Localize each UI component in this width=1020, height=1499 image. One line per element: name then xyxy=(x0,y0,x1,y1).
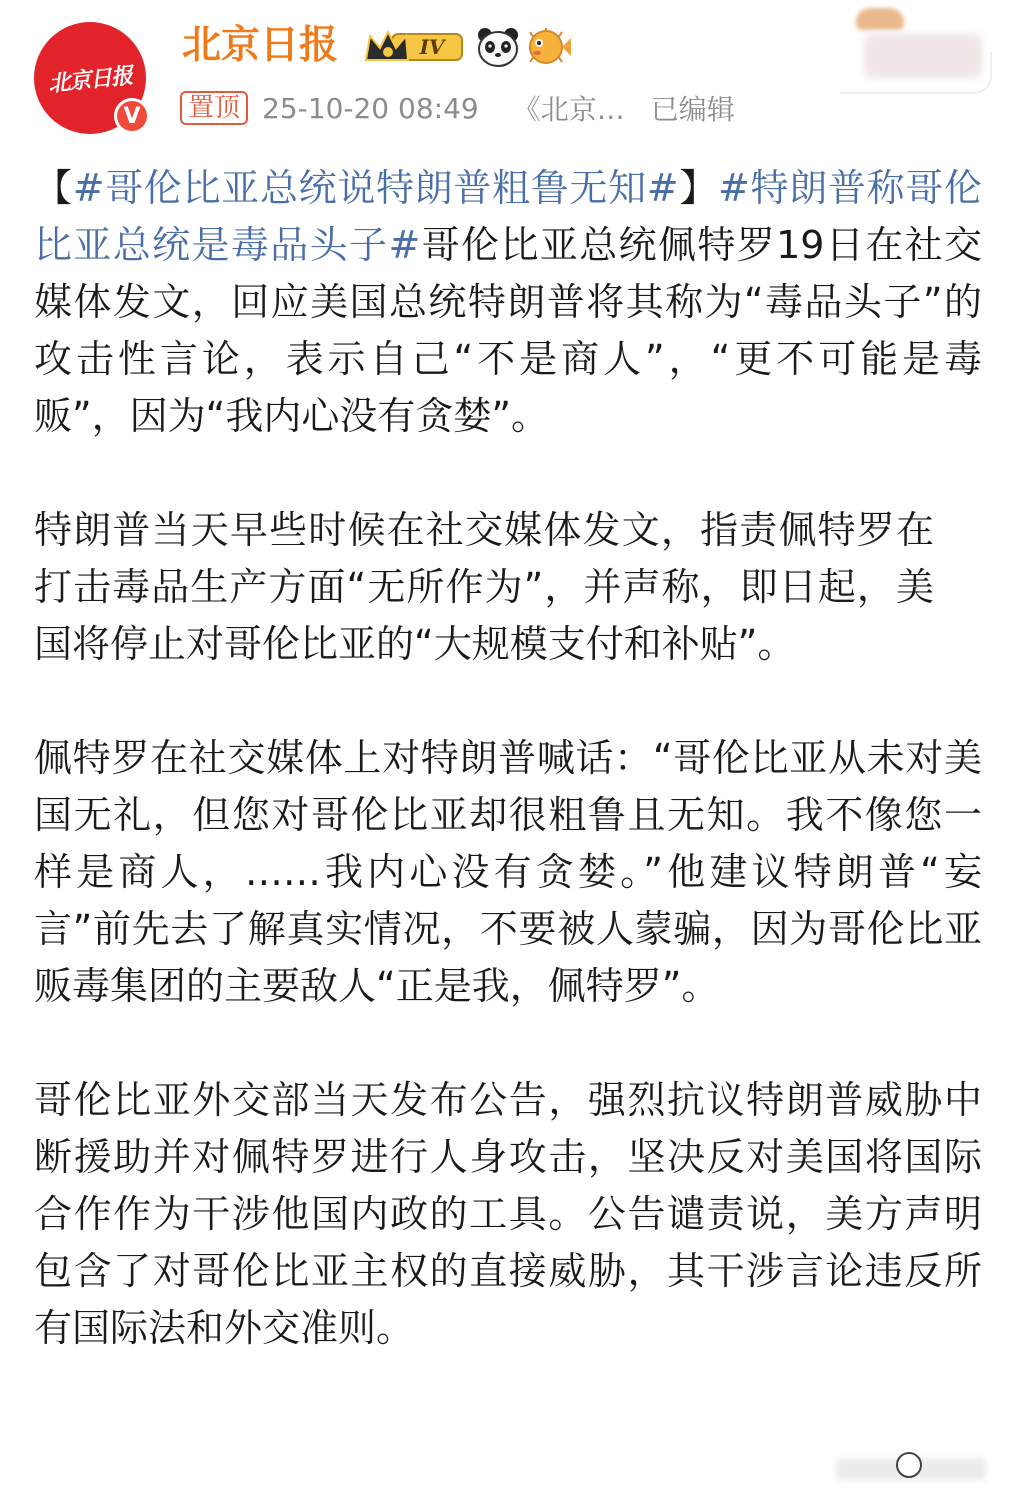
follow-button[interactable] xyxy=(832,8,992,88)
post-meta xyxy=(180,88,735,128)
bottom-watermark xyxy=(836,1450,996,1484)
edited-label[interactable]: 已编辑 xyxy=(650,93,735,126)
post-body xyxy=(34,160,982,1414)
post-paragraph-4: 哥伦比亚外交部当天发布公告，强烈抗议特朗普威胁中断援助并对佩特罗进行人身攻击，坚决反对美国将国际合作作为干涉他国内政的工具。公告谴责说，美方声明包含了对哥伦比亚主权的直接威胁，其干涉言论违反所有国际法和外交准则。 xyxy=(34,1078,982,1350)
level-label: IV xyxy=(419,35,445,59)
post-source[interactable]: 《北京… xyxy=(512,93,625,126)
circle-icon xyxy=(896,1452,922,1478)
panda-icon xyxy=(476,26,520,68)
hashtag-link[interactable]: #特朗普称哥伦比亚总统是毒品头子# xyxy=(34,166,982,267)
post-timestamp: 25-10-20 08:49 xyxy=(262,91,479,125)
follow-outline xyxy=(840,52,992,94)
avatar-logo-text: 北京日报 xyxy=(47,62,134,97)
bracket-open: 【 xyxy=(34,166,73,210)
post-paragraph-3: 佩特罗在社交媒体上对特朗普喊话：“哥伦比亚从未对美国无礼，但您对哥伦比亚却很粗鲁且无知。我不像您一样是商人，……我内心没有贪婪。”他建议特朗普“妄言”前先去了解真实情况，不要被人蒙骗，因为哥伦比亚贩毒集团的主要敌人“正是我，佩特罗”。 xyxy=(34,736,982,1008)
post-paragraph-1 xyxy=(34,160,982,445)
pufferfish-icon xyxy=(526,28,572,66)
hashtag-link[interactable]: #哥伦比亚总统说特朗普粗鲁无知# xyxy=(72,166,679,210)
follow-decoration xyxy=(856,8,904,30)
bracket-close: 】 xyxy=(678,166,719,210)
post-paragraph-2: 特朗普当天早些时候在社交媒体发文，指责佩特罗在打击毒品生产方面“无所作为”，并声称，即日起，美国将停止对哥伦比亚的“大规模支付和补贴”。 xyxy=(34,508,934,666)
post-header xyxy=(0,0,1020,140)
verified-icon: V xyxy=(114,98,150,134)
pinned-badge: 置顶 xyxy=(180,91,248,125)
account-name[interactable]: 北京日报 xyxy=(182,23,339,68)
crown-level-badge-icon[interactable] xyxy=(362,28,466,66)
paragraph-text: 哥伦比亚总统佩特罗19日在社交媒体发文，回应美国总统特朗普将其称为“毒品头子”的攻击性言论，表示自己“不是商人”，“更不可能是毒贩”，因为“我内心没有贪婪”。 xyxy=(34,223,983,438)
